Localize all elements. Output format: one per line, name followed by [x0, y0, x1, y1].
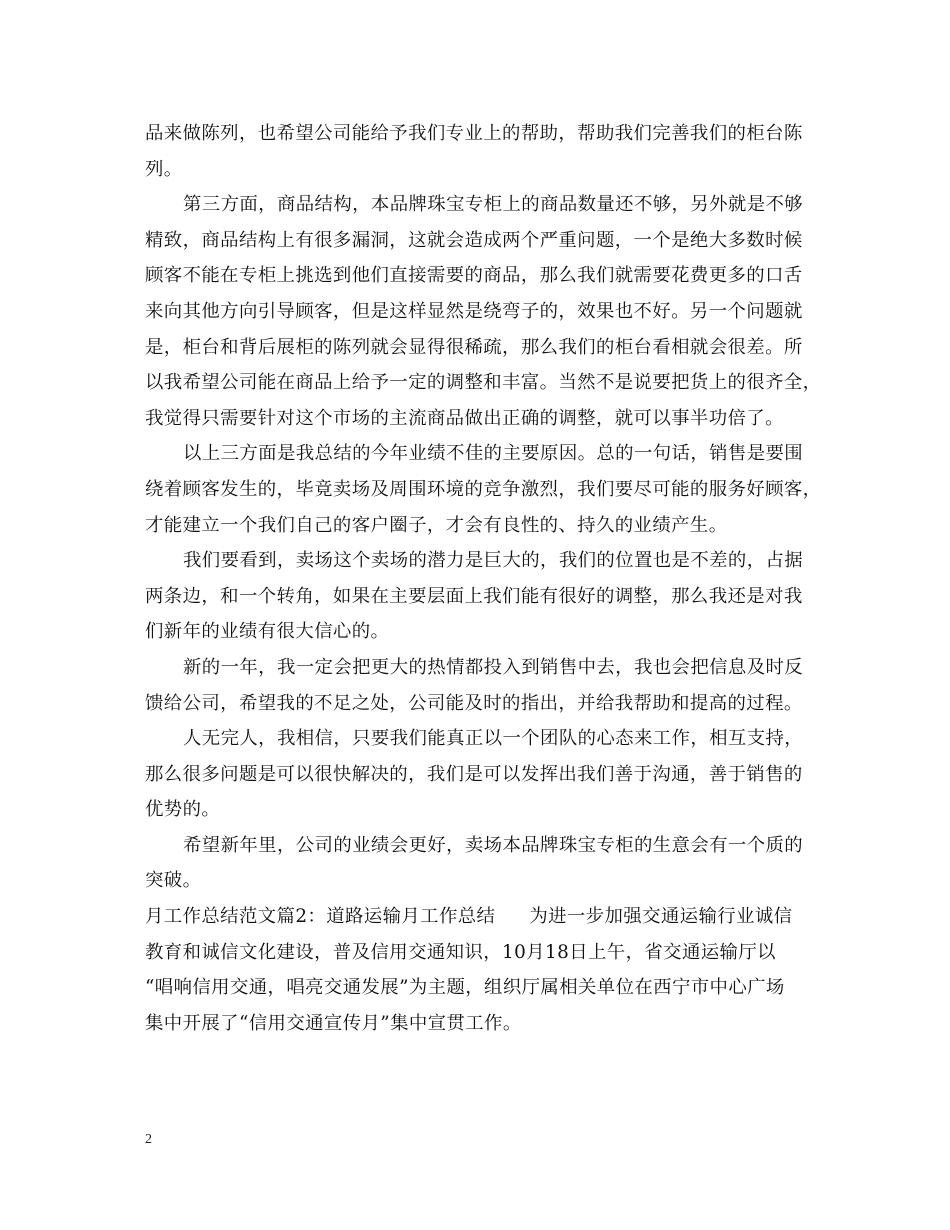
text-line: 以我希望公司能在商品上给予一定的调整和丰富。当然不是说要把货上的很齐全， [145, 372, 822, 394]
text-line: 品来做陈列，也希望公司能给予我们专业上的帮助，帮助我们完善我们的柜台陈 [145, 123, 803, 144]
paragraph-start-line: 新的一年，我一定会把更大的热情都投入到销售中去，我也会把信息及时反 [183, 656, 804, 678]
text-line: 两条边，和一个转角，如果在主要层面上我们能有很好的调整，那么我还是对我 [145, 585, 803, 607]
text-line: 我觉得只需要针对这个市场的主流商品做出正确的调整，就可以事半功倍了。 [145, 407, 784, 429]
section-title: 月工作总结范文篇2：道路运输月工作总结 [145, 906, 496, 928]
page-number: 2 [145, 1132, 152, 1147]
text-line: 来向其他方向引导顾客，但是这样显然是绕弯子的，效果也不好。另一个问题就 [145, 300, 803, 322]
paragraph-start-line: 第三方面，商品结构，本品牌珠宝专柜上的商品数量还不够，另外就是不够 [183, 194, 804, 216]
text-line: 那么很多问题是可以很快解决的，我们是可以发挥出我们善于沟通，善于销售的 [145, 763, 803, 785]
text-line: 顾客不能在专柜上挑选到他们直接需要的商品，那么我们就需要花费更多的口舌 [145, 265, 803, 287]
text-line: 精致，商品结构上有很多漏洞，这就会造成两个严重问题，一个是绝大多数时候 [145, 229, 803, 251]
paragraph-start-line: 希望新年里，公司的业绩会更好，卖场本品牌珠宝专柜的生意会有一个质的 [183, 834, 804, 856]
paragraph-start-line: 人无完人，我相信，只要我们能真正以一个团队的心态来工作，相互支持， [183, 728, 804, 750]
text-line: 才能建立一个我们自己的客户圈子，才会有良性的、持久的业绩产生。 [145, 514, 728, 536]
document-body [145, 116, 822, 1041]
text-line: “唱响信用交通，唱亮交通发展”为主题，组织厅属相关单位在西宁市中心广场 [145, 977, 785, 999]
text-line: 是，柜台和背后展柜的陈列就会显得很稀疏，那么我们的柜台看相就会很差。所 [145, 336, 803, 358]
text-line: 教育和诚信文化建设，普及信用交通知识，10月18日上午，省交通运输厅以 [145, 941, 776, 963]
section-heading-line [145, 899, 813, 935]
text-line: 绕着顾客发生的，毕竟卖场及周围环境的竞争激烈，我们要尽可能的服务好顾客， [145, 478, 822, 500]
text-line: 优势的。 [145, 799, 221, 821]
text-line: 们新年的业绩有很大信心的。 [145, 621, 390, 643]
text-line: 馈给公司，希望我的不足之处，公司能及时的指出，并给我帮助和提高的过程。 [145, 692, 803, 714]
paragraph-start-line: 以上三方面是我总结的今年业绩不佳的主要原因。总的一句话，销售是要围 [183, 443, 804, 465]
paragraph-start-line: 我们要看到，卖场这个卖场的潜力是巨大的，我们的位置也是不差的，占据 [183, 550, 804, 572]
text-line: 集中开展了“信用交通宣传月”集中宣贯工作。 [145, 1012, 522, 1034]
text-line: 列。 [145, 158, 183, 180]
text-line: 突破。 [145, 870, 202, 892]
section-intro-text: 为进一步加强交通运输行业诚信 [529, 906, 793, 928]
